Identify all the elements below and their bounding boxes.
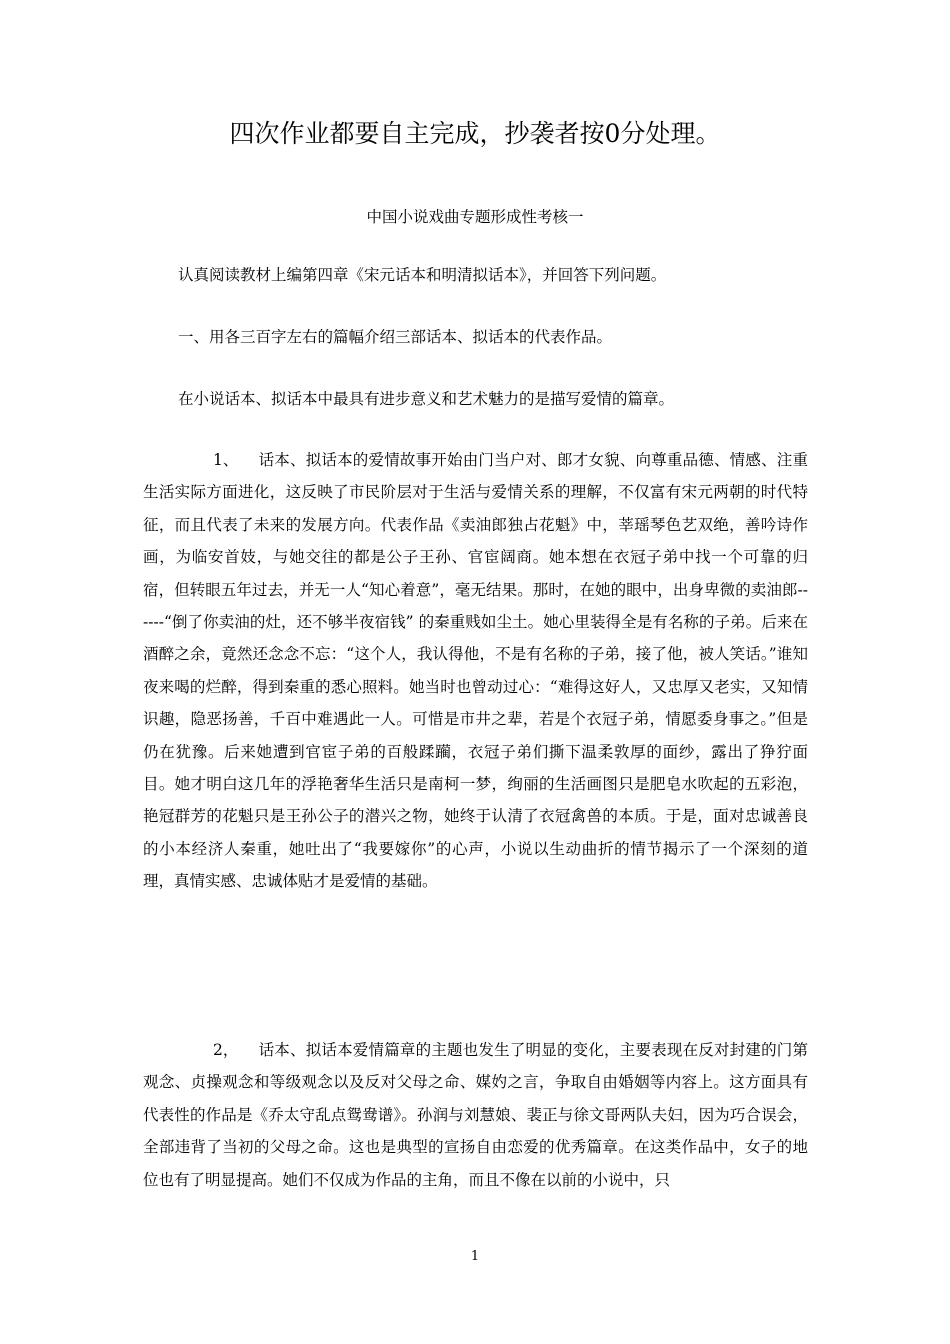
assignment-title: 中国小说戏曲专题形成性考核一 [366,208,584,226]
paragraph-number: 1、 [213,451,239,469]
paragraph-body: 话本、拟话本的爱情故事开始由门当户对、郎才女貌、向尊重品德、情感、注重生活实际方面进化，这反映了市民阶层对于生活与爱情关系的理解，不仅富有宋元两朝的时代特征，而且代表了未来的发展方向。代表作品《卖油郎独占花魁》中，莘瑶琴色艺双绝，善吟诗作画，为临安首妓，与她交往的都是公子王孙、官宦阔商。她本想在衣冠子弟中找一个可靠的归宿，但转眼五年过去，并无一人“知心着意”，毫无结果。那时，在她的眼中，出身卑微的卖油郎------“倒了你卖油的灶，还不够半夜宿钱” 的秦重贱如尘土。她心里装得全是有名称的子弟。后来在酒醉之余，竟然还念念不忘：“这个人，我认得他，不是有名称的子弟，接了他，被人笑话。”谁知夜来喝的烂醉，得到秦重的悉心照料。她当时也曾动过心：“难得这好人，又忠厚又老实，又知情识趣，隐恶扬善，千百中难遇此一人。可惜是市井之辈，若是个衣冠子弟，情愿委身事之。”但是仍在犹豫。后来她遭到官宦子弟的百般蹂躏，衣冠子弟们撕下温柔敦厚的面纱，露出了狰狞面目。她才明白这几年的浮艳奢华生活只是南柯一梦，绚丽的生活画图只是肥皂水吹起的五彩泡，艳冠群芳的花魁只是王孙公子的潜兴之物，她终于认清了衣冠禽兽的本质。于是，面对忠诚善良的小本经济人秦重，她吐出了“我要嫁你”的心声，小说以生动曲折的情节揭示了一个深刻的道理，真情实感、忠诚体贴才是爱情的基础。 [143,451,808,891]
paragraph-number: 2， [213,1041,239,1059]
page-number: 1 [470,1249,480,1264]
instruction-text: 认真阅读教材上编第四章《宋元话本和明清拟话本》，并回答下列问题。 [178,266,667,284]
lead-sentence: 在小说话本、拟话本中最具有进步意义和艺术魅力的是描写爱情的篇章。 [178,390,675,408]
answer-paragraph-1 [143,444,808,898]
answer-paragraph-2 [143,1034,808,1196]
notice-heading: 四次作业都要自主完成，抄袭者按0分处理。 [229,119,721,148]
paragraph-body: 话本、拟话本爱情篇章的主题也发生了明显的变化，主要表现在反对封建的门第观念、贞操观念和等级观念以及反对父母之命、媒妁之言，争取自由婚姻等内容上。这方面具有代表性的作品是《乔太守乱点鸳鸯谱》。孙润与刘慧娘、裴正与徐文哥两队夫妇，因为巧合误会，全部违背了当初的父母之命。这也是典型的宣扬自由恋爱的优秀篇章。在这类作品中，女子的地位也有了明显提高。她们不仅成为作品的主角，而且不像在以前的小说中，只 [143,1041,808,1189]
question-text: 一、用各三百字左右的篇幅介绍三部话本、拟话本的代表作品。 [178,328,613,346]
